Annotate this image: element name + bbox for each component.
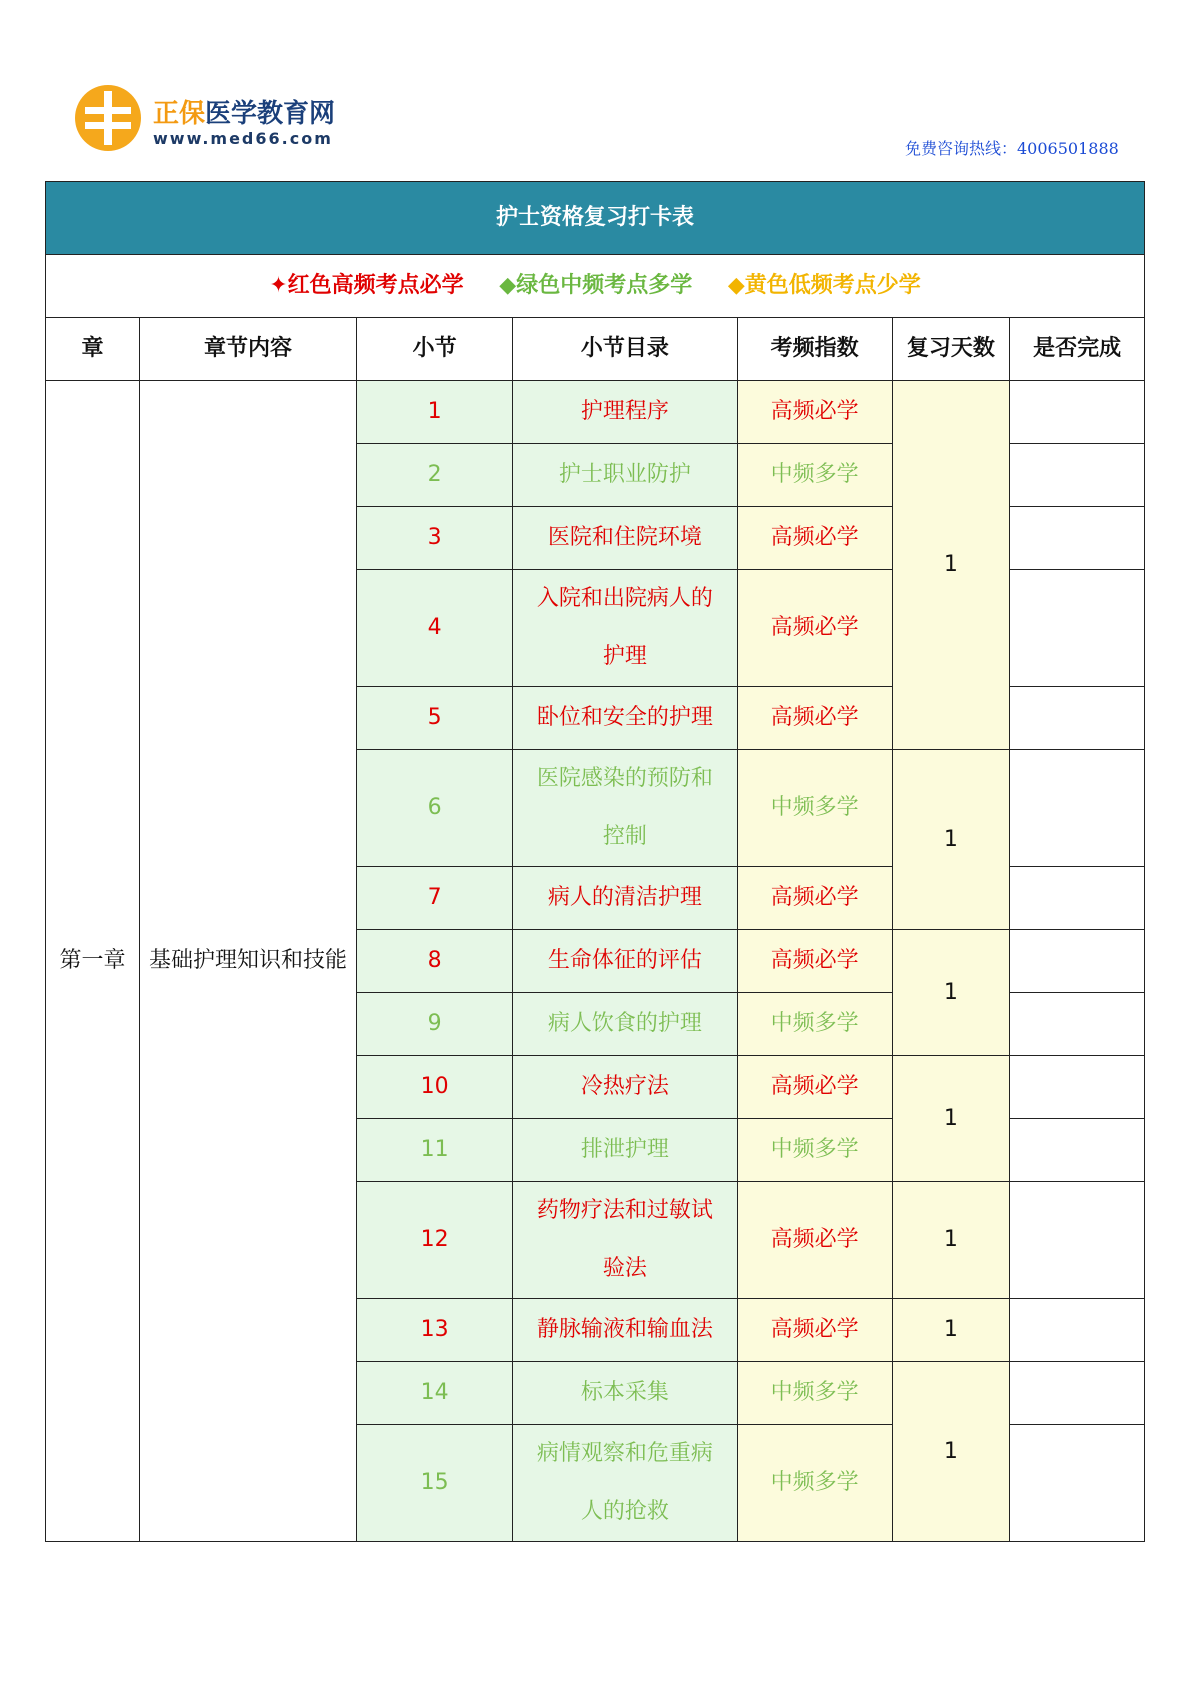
completion-checkbox-cell[interactable] bbox=[1010, 930, 1145, 993]
completion-checkbox-cell[interactable] bbox=[1010, 1362, 1145, 1425]
completion-checkbox-cell[interactable] bbox=[1010, 750, 1145, 867]
legend bbox=[46, 255, 1145, 318]
logo bbox=[75, 85, 375, 155]
frequency-cell: 高频必学 bbox=[737, 570, 892, 687]
completion-checkbox-cell[interactable] bbox=[1010, 1299, 1145, 1362]
section-topic: 护士职业防护 bbox=[513, 444, 737, 507]
frequency-cell: 高频必学 bbox=[737, 507, 892, 570]
completion-checkbox-cell[interactable] bbox=[1010, 570, 1145, 687]
hotline-text: 免费咨询热线：4006501888 bbox=[905, 139, 1119, 158]
section-number: 5 bbox=[357, 687, 513, 750]
section-number: 6 bbox=[357, 750, 513, 867]
section-topic: 卧位和安全的护理 bbox=[513, 687, 737, 750]
logo-emblem-icon bbox=[75, 85, 141, 151]
frequency-cell: 中频多学 bbox=[737, 444, 892, 507]
column-header: 小节 bbox=[357, 318, 513, 381]
section-topic: 病情观察和危重病人的抢救 bbox=[513, 1425, 737, 1542]
completion-checkbox-cell[interactable] bbox=[1010, 444, 1145, 507]
section-topic: 排泄护理 bbox=[513, 1119, 737, 1182]
review-checkin-table bbox=[45, 181, 1145, 1542]
column-header: 小节目录 bbox=[513, 318, 737, 381]
completion-checkbox-cell[interactable] bbox=[1010, 867, 1145, 930]
review-days-cell: 1 bbox=[892, 750, 1010, 930]
section-number: 10 bbox=[357, 1056, 513, 1119]
table-title: 护士资格复习打卡表 bbox=[46, 182, 1145, 255]
completion-checkbox-cell[interactable] bbox=[1010, 1182, 1145, 1299]
chapter-cell: 第一章 bbox=[46, 381, 140, 1542]
frequency-cell: 高频必学 bbox=[737, 1056, 892, 1119]
legend-yellow: ◆黄色低频考点少学 bbox=[727, 273, 921, 298]
frequency-cell: 中频多学 bbox=[737, 993, 892, 1056]
review-days-cell: 1 bbox=[892, 1182, 1010, 1299]
section-number: 12 bbox=[357, 1182, 513, 1299]
review-days-cell: 1 bbox=[892, 1362, 1010, 1542]
section-topic: 护理程序 bbox=[513, 381, 737, 444]
section-number: 3 bbox=[357, 507, 513, 570]
section-number: 13 bbox=[357, 1299, 513, 1362]
column-header: 章 bbox=[46, 318, 140, 381]
section-topic: 医院感染的预防和控制 bbox=[513, 750, 737, 867]
legend-green: ◆绿色中频考点多学 bbox=[499, 273, 693, 298]
section-number: 8 bbox=[357, 930, 513, 993]
section-number: 15 bbox=[357, 1425, 513, 1542]
frequency-cell: 中频多学 bbox=[737, 1362, 892, 1425]
section-number: 7 bbox=[357, 867, 513, 930]
review-days-cell: 1 bbox=[892, 381, 1010, 750]
frequency-cell: 高频必学 bbox=[737, 867, 892, 930]
frequency-cell: 高频必学 bbox=[737, 1299, 892, 1362]
section-number: 14 bbox=[357, 1362, 513, 1425]
section-topic: 冷热疗法 bbox=[513, 1056, 737, 1119]
frequency-cell: 高频必学 bbox=[737, 687, 892, 750]
section-topic: 药物疗法和过敏试验法 bbox=[513, 1182, 737, 1299]
section-number: 2 bbox=[357, 444, 513, 507]
frequency-cell: 中频多学 bbox=[737, 1425, 892, 1542]
section-number: 9 bbox=[357, 993, 513, 1056]
review-days-cell: 1 bbox=[892, 1056, 1010, 1182]
section-number: 11 bbox=[357, 1119, 513, 1182]
completion-checkbox-cell[interactable] bbox=[1010, 1425, 1145, 1542]
logo-brand: 正保医学教育网 bbox=[153, 99, 336, 129]
review-days-cell: 1 bbox=[892, 930, 1010, 1056]
completion-checkbox-cell[interactable] bbox=[1010, 381, 1145, 444]
section-topic: 医院和住院环境 bbox=[513, 507, 737, 570]
section-topic: 生命体征的评估 bbox=[513, 930, 737, 993]
review-days-cell: 1 bbox=[892, 1299, 1010, 1362]
column-header: 是否完成 bbox=[1010, 318, 1145, 381]
completion-checkbox-cell[interactable] bbox=[1010, 993, 1145, 1056]
completion-checkbox-cell[interactable] bbox=[1010, 1119, 1145, 1182]
section-number: 1 bbox=[357, 381, 513, 444]
section-topic: 入院和出院病人的护理 bbox=[513, 570, 737, 687]
completion-checkbox-cell[interactable] bbox=[1010, 1056, 1145, 1119]
column-header: 复习天数 bbox=[892, 318, 1010, 381]
completion-checkbox-cell[interactable] bbox=[1010, 507, 1145, 570]
chapter-content-cell: 基础护理知识和技能 bbox=[140, 381, 357, 1542]
section-topic: 静脉输液和输血法 bbox=[513, 1299, 737, 1362]
section-number: 4 bbox=[357, 570, 513, 687]
column-header: 考频指数 bbox=[737, 318, 892, 381]
completion-checkbox-cell[interactable] bbox=[1010, 687, 1145, 750]
table-row bbox=[46, 381, 1145, 444]
frequency-cell: 中频多学 bbox=[737, 1119, 892, 1182]
frequency-cell: 中频多学 bbox=[737, 750, 892, 867]
column-header: 章节内容 bbox=[140, 318, 357, 381]
frequency-cell: 高频必学 bbox=[737, 930, 892, 993]
frequency-cell: 高频必学 bbox=[737, 381, 892, 444]
section-topic: 标本采集 bbox=[513, 1362, 737, 1425]
section-topic: 病人饮食的护理 bbox=[513, 993, 737, 1056]
legend-red: ✦红色高频考点必学 bbox=[269, 273, 464, 298]
frequency-cell: 高频必学 bbox=[737, 1182, 892, 1299]
logo-url: www.med66.com bbox=[153, 129, 333, 148]
section-topic: 病人的清洁护理 bbox=[513, 867, 737, 930]
